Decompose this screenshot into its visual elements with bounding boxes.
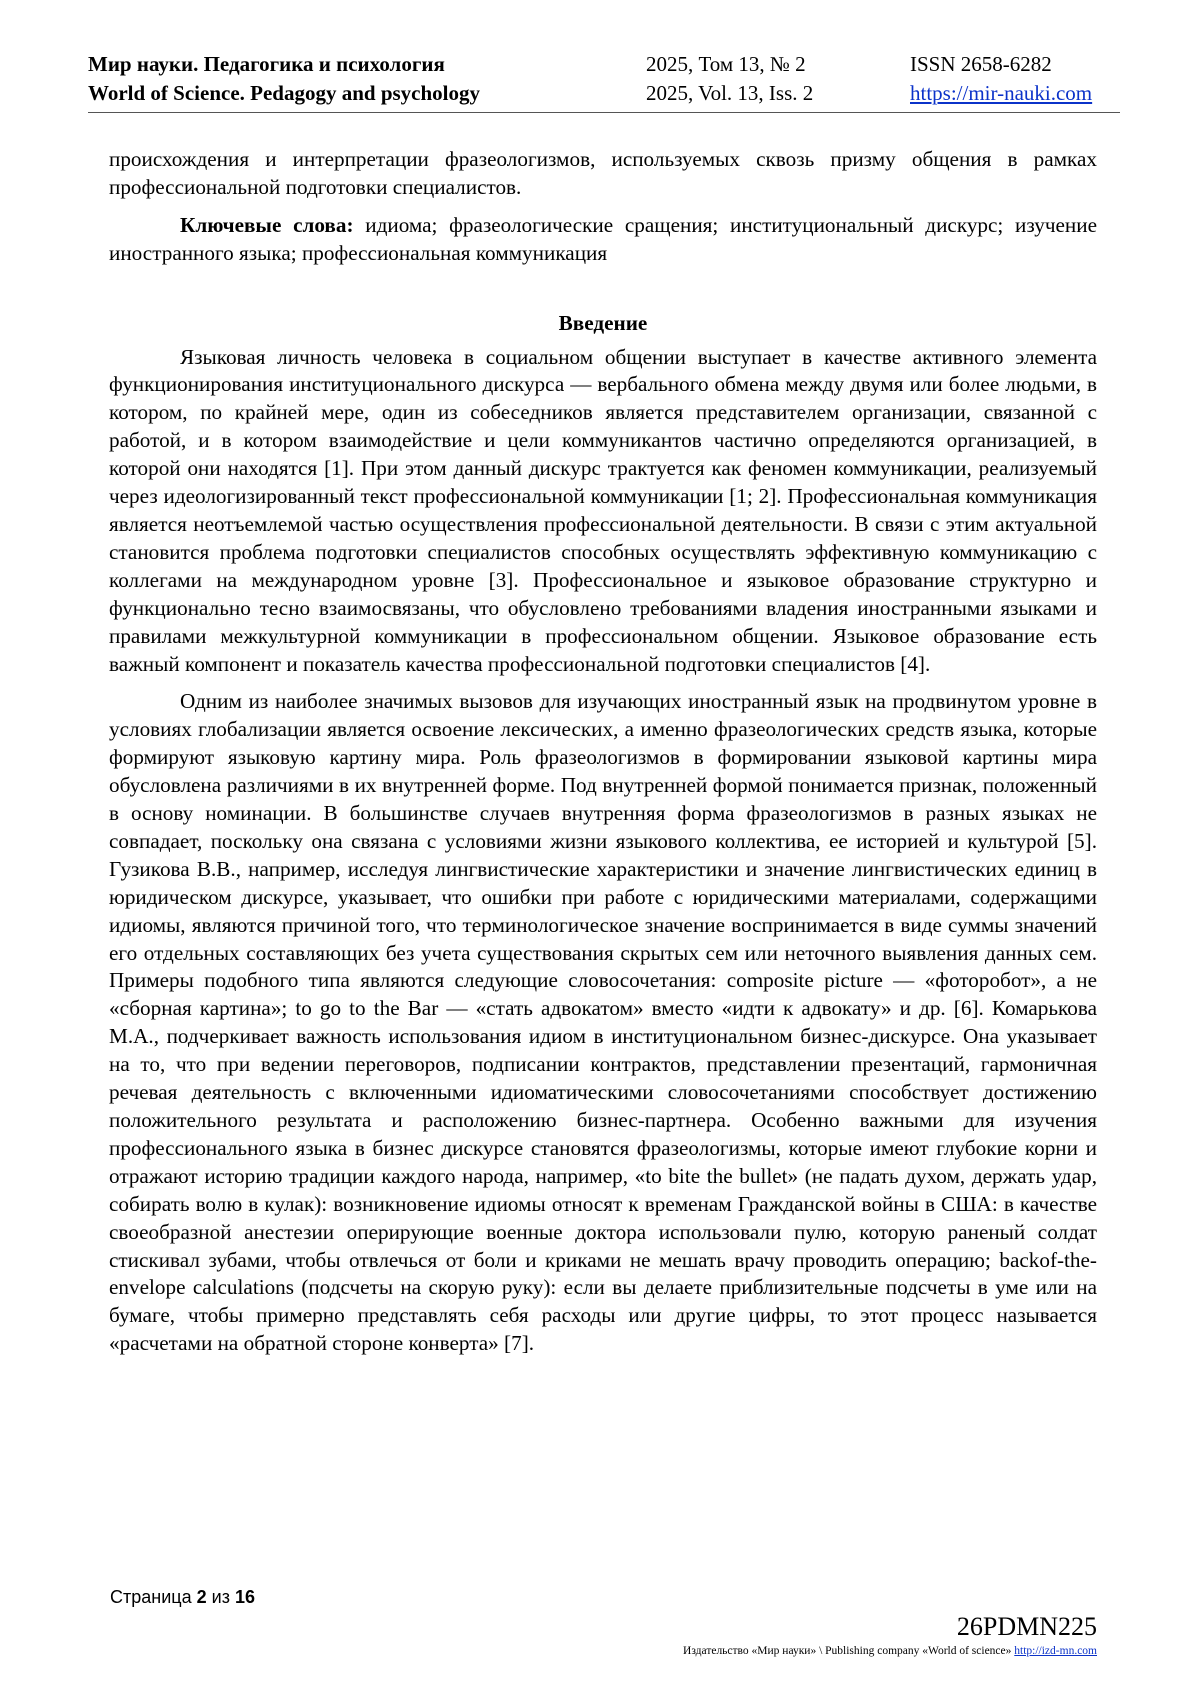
publisher-line bbox=[683, 1645, 1097, 1657]
keywords-text: идиома; фразеологические сращения; институциональный дискурс; изучение иностранного языка; профессиональная коммуникация bbox=[109, 212, 1097, 265]
page-separator: из bbox=[211, 1587, 230, 1607]
publisher-link[interactable]: http://izd-mn.com bbox=[1014, 1645, 1097, 1657]
article-body bbox=[109, 146, 1097, 1368]
page-counter bbox=[110, 1587, 255, 1608]
issue-en: 2025, Vol. 13, Iss. 2 bbox=[646, 81, 814, 105]
journal-site-link[interactable]: https://mir-nauki.com bbox=[910, 81, 1093, 105]
abstract-tail: происхождения и интерпретации фразеологизмов, используемых сквозь призму общения в рамках профессиональной подготовки специалистов. bbox=[109, 147, 1097, 199]
keywords bbox=[109, 212, 1097, 268]
page-prefix: Страница bbox=[110, 1587, 192, 1607]
keywords-label: Ключевые слова: bbox=[180, 212, 354, 237]
running-header bbox=[88, 50, 1120, 108]
paragraph: Языковая личность человека в социальном общении выступает в качестве активного элемента функционирования институционального дискурса — вербального обмена между двумя или более людьми, в котором, по крайней мере, один из собеседников является представителем организации, связанной с работой, и в котором взаимодействие и цели коммуникантов частично определяются организацией, в которой они находятся [1]. При этом данный дискурс трактуется как феномен коммуникации, реализуемый через идеологизированный текст профессиональной коммуникации [1; 2]. Профессиональная коммуникация является неотъемлемой частью осуществления профессиональной деятельности. В связи с этим актуальной становится проблема подготовки специалистов способных осуществлять эффективную коммуникацию с коллегами на международном уровне [3]. Профессиональное и языковое образование структурно и функционально тесно взаимосвязаны, что обусловлено требованиями владения иностранными языками и правилами межкультурной коммуникации в профессиональном общении. Языковое образование есть важный компонент и показатель качества профессиональной подготовки специалистов [4]. bbox=[109, 344, 1097, 676]
issue-ru: 2025, Том 13, № 2 bbox=[646, 52, 806, 76]
issn: ISSN 2658-6282 bbox=[910, 52, 1052, 76]
paragraph: Одним из наиболее значимых вызовов для изучающих иностранный язык на продвинутом уровне в условиях глобализации является освоение лексических, а именно фразеологических средств языка, которые формируют языковую картину мира. Роль фразеологизмов в формировании языковой картины мира обусловлена различиями в их внутренней форме. Под внутренней формой понимается признак, положенный в основу номинации. В большинстве случаев внутренняя форма фразеологизмов в разных языках не совпадает, поскольку она связана с условиями жизни языкового коллектива, ее историей и культурой [5]. Гузикова В.В., например, исследуя лингвистические характеристики и значение лингвистических единиц в юридическом дискурсе, указывает, что ошибки при работе с юридическими материалами, содержащими идиомы, являются причиной того, что терминологическое значение воспринимается в виде суммы значений его отдельных составляющих без учета существования скрытых сем или неточного выявления данных сем. Примеры подобного типа являются следующие словосочетания: composite picture — «фоторобот», а не «сборная картина»; to go to the Bar — «стать адвокатом» вместо «идти к адвокату» и др. [6]. Комарькова М.А., подчеркивает важность использования идиом в институциональном бизнес-дискурсе. Она указывает на то, что при ведении переговоров, подписании контрактов, представлении презентаций, гармоничная речевая деятельность с включенными идиоматическими словосочетаниями способствует достижению положительного результата и расположению бизнес-партнера. Особенно важными для изучения профессионального языка в бизнес дискурсе становятся фразеологизмы, которые имеют глубокие корни и отражают историю традиции каждого народа, например, «to bite the bullet» (не падать духом, держать удар, собирать волю в кулак): возникновение идиомы относят к временам Гражданской войны в США: в качестве своеобразной анестезии оперирующие военные доктора использовали пулю, которую раненый солдат стискивал зубами, чтобы отвлечься от боли и криками не мешать врачу проводить операцию; backof-the-envelope calculations (подсчеты на скорую руку): если вы делаете приблизительные подсчеты в уме или на бумаге, чтобы примерно представлять себя расходы или другие цифры, то этот процесс называется «расчетами на обратной стороне конверта» [7]. bbox=[109, 689, 1097, 1356]
article-code: 26PDMN225 bbox=[956, 1612, 1097, 1641]
section-title: Введение bbox=[558, 310, 648, 335]
page-total: 16 bbox=[234, 1587, 255, 1607]
page-current: 2 bbox=[196, 1587, 207, 1607]
publisher-text: Издательство «Мир науки» \ Publishing company «World of science» bbox=[683, 1645, 1012, 1657]
journal-title-en: World of Science. Pedagogy and psychology bbox=[88, 81, 481, 105]
header-divider bbox=[88, 112, 1120, 113]
journal-title-ru: Мир науки. Педагогика и психология bbox=[88, 52, 445, 76]
